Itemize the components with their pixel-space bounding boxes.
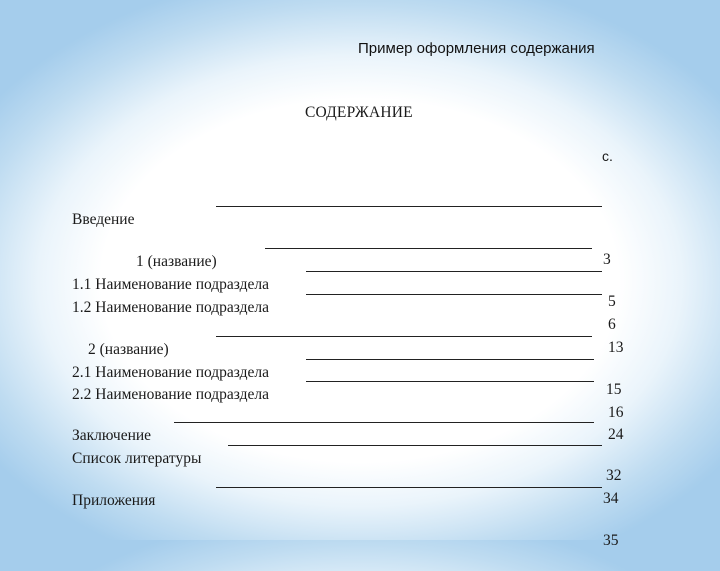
toc-leader-line [228,445,602,446]
toc-leader-line [216,487,602,488]
toc-leader-line [306,271,602,272]
toc-entry-label: 2 (название) [88,341,169,358]
toc-entry-page: 5 [608,293,616,310]
toc-leader-line [216,206,602,207]
toc-entry-page: 34 [603,490,619,507]
toc-entry-label: 1 (название) [136,253,217,270]
toc-heading: СОДЕРЖАНИЕ [305,104,413,121]
toc-entry-page: 15 [606,381,622,398]
toc-entry-label: 1.1 Наименование подраздела [72,276,270,293]
toc-entry-label: Введение [72,211,135,228]
toc-entry-page: 32 [606,467,622,484]
toc-entry-page: 16 [608,404,624,421]
toc-leader-line [306,294,602,295]
toc-leader-line [306,359,594,360]
toc-leader-line [174,422,594,423]
toc-entry-label: Список литературы [72,450,202,467]
page-column-label: с. [602,148,613,164]
toc-entry-label: Приложения [72,492,156,509]
toc-entry-label: Заключение [72,427,152,444]
toc-entry-page: 35 [603,532,619,549]
toc-entry-page: 6 [608,316,616,333]
toc-entry-label: 2.1 Наименование подраздела [72,364,270,381]
toc-leader-line [216,336,592,337]
toc-entry-page: 13 [608,339,624,356]
toc-entry-label: 1.2 Наименование подраздела [72,299,270,316]
toc-leader-line [265,248,592,249]
toc-entry-page: 3 [603,251,611,268]
toc-entry-page: 24 [608,426,624,443]
toc-leader-line [306,381,594,382]
slide-title: Пример оформления содержания [358,40,595,57]
toc-entry-label: 2.2 Наименование подраздела [72,386,270,403]
